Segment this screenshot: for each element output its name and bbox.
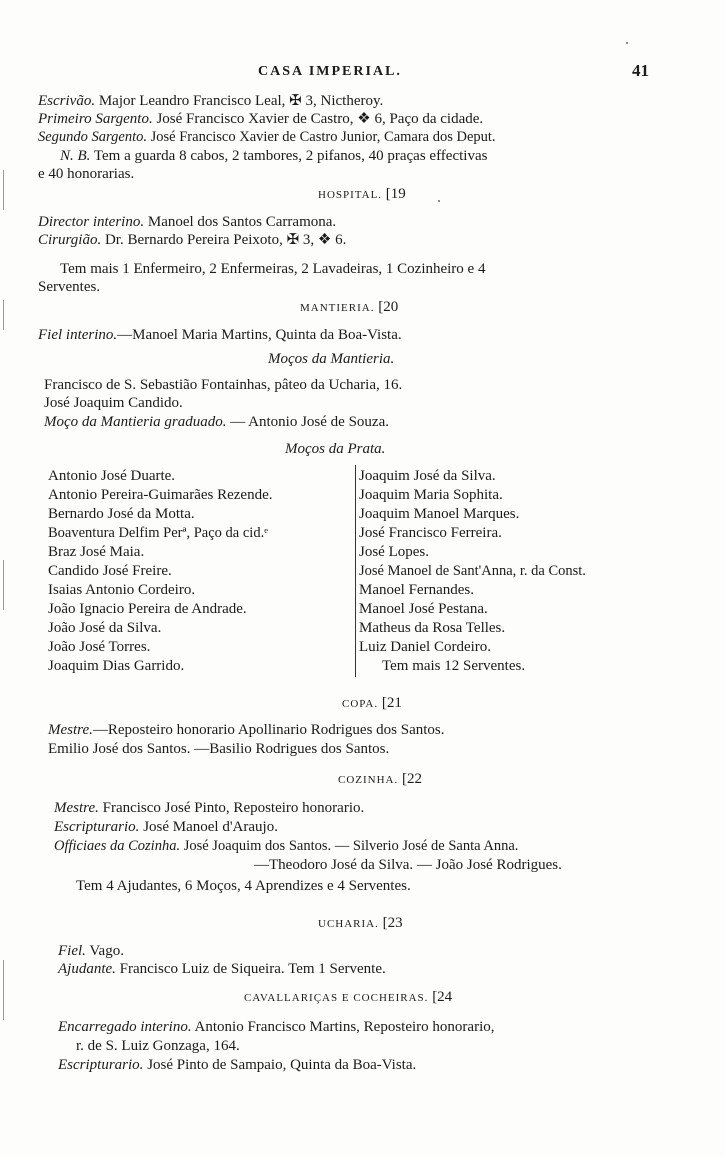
entry-text: Antonio Francisco Martins, Reposteiro honorario, [194, 1019, 495, 1035]
section-title: HOSPITAL. [318, 189, 383, 201]
entry-cozinha-mestre [54, 799, 364, 817]
role-label: Escripturario. [58, 1057, 144, 1073]
role-label: Fiel interino. [38, 327, 118, 343]
nb-label: N. B. [60, 148, 91, 164]
scan-mark [3, 170, 4, 210]
section-number: [19 [385, 186, 406, 202]
entry-ucharia-fiel [58, 942, 124, 960]
column-divider [355, 465, 356, 677]
encarregado-cont: r. de S. Luiz Gonzaga, 164. [76, 1038, 240, 1054]
section-title: COZINHA. [338, 774, 399, 786]
entry-encarregado [58, 1018, 494, 1036]
list-item: Antonio Pereira-Guimarães Rezende. [48, 487, 273, 503]
scan-mark [3, 960, 4, 1020]
running-head: CASA IMPERIAL. [258, 64, 402, 79]
list-item: José Lopes. [359, 544, 429, 560]
role-label: Cirurgião. [38, 232, 102, 248]
entry-text: José Joaquim dos Santos. — Silverio José de Santa Anna. [183, 838, 519, 854]
section-title: UCHARIA. [318, 918, 379, 930]
section-title: COPA. [342, 698, 379, 710]
entry-text: Francisco Luiz de Siqueira. Tem 1 Servente. [119, 961, 386, 977]
section-heading-hospital [318, 185, 406, 204]
copa-line: Emilio José dos Santos. —Basilio Rodrigues dos Santos. [48, 741, 390, 757]
role-label: Director interino. [38, 214, 145, 230]
entry-text: José Manoel d'Araujo. [143, 819, 278, 835]
entry-escrivao [38, 92, 383, 110]
entry-cozinha-escripturario [54, 818, 278, 836]
section-number: [21 [381, 695, 402, 711]
entry-text: Vago. [89, 943, 124, 959]
section-heading-ucharia [318, 914, 403, 933]
entry-text: Manoel dos Santos Carramona. [147, 214, 337, 230]
nota-bene [60, 147, 487, 165]
role-label: Escrivão. [38, 93, 96, 109]
scan-mark [3, 560, 4, 610]
nb-text: Tem a guarda 8 cabos, 2 tambores, 2 pifanos, 40 praças effectivas [93, 148, 488, 164]
subheading-mocos-mantieria: Moços da Mantieria. [268, 351, 395, 367]
speck [438, 200, 440, 202]
entry-text: José Pinto de Sampaio, Quinta da Boa-Vista. [147, 1057, 417, 1073]
entry-text: —Manoel Maria Martins, Quinta da Boa-Vista. [117, 327, 402, 343]
list-item: José Manoel de Sant'Anna, r. da Const. [359, 563, 586, 579]
section-heading-cozinha [338, 770, 422, 789]
list-item: Antonio José Duarte. [48, 468, 176, 484]
role-label: Encarregado interino. [58, 1019, 192, 1035]
entry-text: —Reposteiro honorario Apollinario Rodrigues dos Santos. [92, 722, 445, 738]
role-label: Primeiro Sargento. [38, 111, 153, 127]
entry-fiel-interino [38, 326, 402, 344]
section-number: [20 [378, 299, 399, 315]
entry-copa-mestre [48, 721, 445, 739]
list-item: Braz José Maia. [48, 544, 145, 560]
entry-text: José Francisco Xavier de Castro, ❖ 6, Paço da cidade. [156, 111, 484, 127]
officiaes-cont: —Theodoro José da Silva. — João José Rodrigues. [254, 857, 562, 873]
role-label: Segundo Sargento. [38, 129, 148, 145]
page-number: 41 [632, 61, 649, 80]
cozinha-note: Tem 4 Ajudantes, 6 Moços, 4 Aprendizes e 4 Serventes. [76, 878, 411, 894]
entry-cavallaricas-escripturario [58, 1056, 416, 1074]
section-title: MANTIERIA. [300, 302, 375, 314]
role-label: Moço da Mantieria graduado. [44, 414, 227, 430]
list-item: Tem mais 12 Serventes. [382, 658, 526, 674]
list-item: Isaias Antonio Cordeiro. [48, 582, 196, 598]
list-item: José Joaquim Candido. [44, 395, 183, 411]
entry-text: — Antonio José de Souza. [230, 414, 389, 430]
list-item: Francisco de S. Sebastião Fontainhas, pâteo da Ucharia, 16. [44, 377, 403, 393]
nb-text-cont: e 40 honorarias. [38, 166, 135, 182]
section-number: [23 [382, 915, 403, 931]
list-item: Joaquim Dias Garrido. [48, 658, 185, 674]
section-title: CAVALLARIÇAS E COCHEIRAS. [244, 992, 429, 1004]
entry-text: Major Leandro Francisco Leal, ✠ 3, Nictheroy. [98, 93, 384, 109]
list-item: Candido José Freire. [48, 563, 172, 579]
section-heading-mantieria [300, 298, 398, 317]
list-item: Manoel Fernandes. [359, 582, 474, 598]
hospital-note: Tem mais 1 Enfermeiro, 2 Enfermeiras, 2 Lavadeiras, 1 Cozinheiro e 4 [60, 261, 486, 277]
list-item: José Francisco Ferreira. [359, 525, 502, 541]
list-item: Joaquim José da Silva. [359, 468, 496, 484]
role-label: Escripturario. [54, 819, 140, 835]
role-label: Mestre. [48, 722, 93, 738]
entry-text: Francisco José Pinto, Reposteiro honorario. [102, 800, 365, 816]
entry-ucharia-ajudante [58, 960, 386, 978]
entry-segundo-sargento [38, 128, 496, 146]
entry-director [38, 213, 336, 231]
section-heading-cavallaricas [244, 988, 452, 1007]
entry-moco-graduado [44, 413, 389, 431]
subheading-mocos-prata: Moços da Prata. [285, 441, 386, 457]
list-item: João Ignacio Pereira de Andrade. [48, 601, 247, 617]
section-heading-copa [342, 694, 402, 713]
list-item: Manoel José Pestana. [359, 601, 488, 617]
entry-cirurgiao [38, 231, 346, 249]
role-label: Fiel. [58, 943, 86, 959]
entry-text: José Francisco Xavier de Castro Junior, Camara dos Deput. [150, 129, 496, 145]
entry-text: Dr. Bernardo Pereira Peixoto, ✠ 3, ❖ 6. [104, 232, 347, 248]
entry-primeiro-sargento [38, 110, 483, 128]
section-number: [24 [432, 989, 453, 1005]
role-label: Mestre. [54, 800, 99, 816]
list-item: Luiz Daniel Cordeiro. [359, 639, 492, 655]
entry-officiaes [54, 837, 518, 855]
hospital-note-cont: Serventes. [38, 279, 101, 295]
list-item: Matheus da Rosa Telles. [359, 620, 506, 636]
role-label: Ajudante. [58, 961, 116, 977]
list-item: Joaquim Manoel Marques. [359, 506, 520, 522]
list-item: Joaquim Maria Sophita. [359, 487, 503, 503]
role-label: Officiaes da Cozinha. [54, 838, 181, 854]
list-item: João José da Silva. [48, 620, 162, 636]
list-item: Bernardo José da Motta. [48, 506, 195, 522]
list-item: Boaventura Delfim Perª, Paço da cid.ᵉ [48, 525, 268, 541]
section-number: [22 [402, 771, 422, 787]
speck [626, 42, 628, 44]
list-item: João José Torres. [48, 639, 151, 655]
scan-mark [3, 300, 4, 330]
